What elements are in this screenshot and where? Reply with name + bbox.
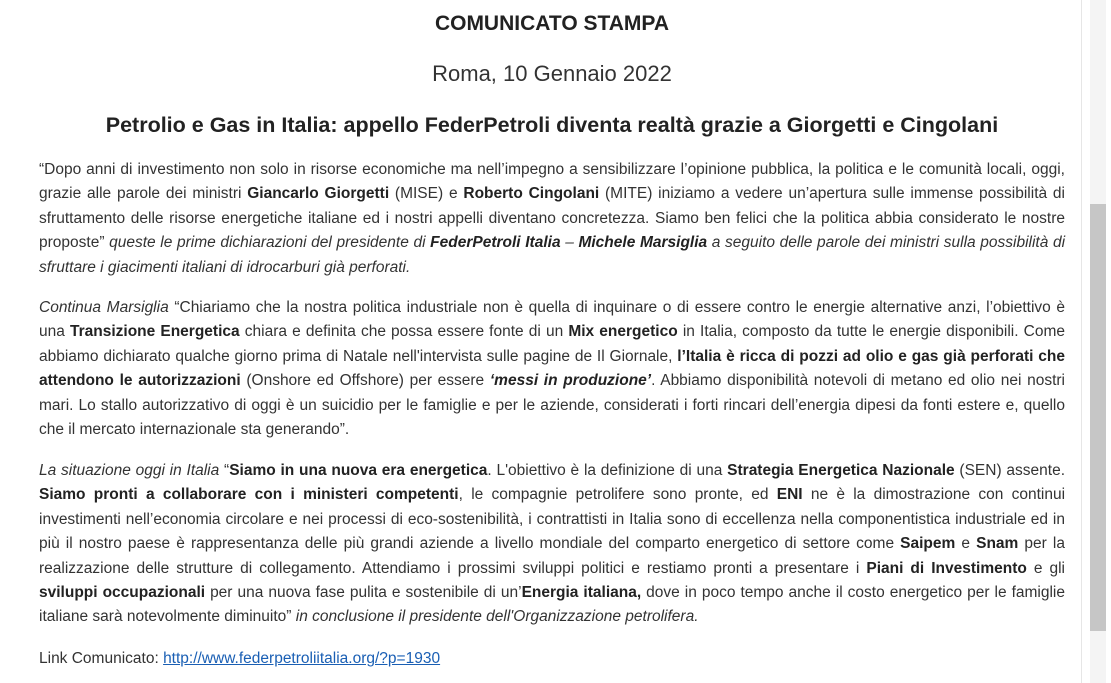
bold-term: ‘messi in produzione’ xyxy=(489,372,652,390)
lead-in: La situazione oggi in Italia xyxy=(39,462,220,479)
text: e gli xyxy=(1026,559,1065,577)
text: dove in poco tempo anche il costo energetico per le famiglie italiane sarà notevolmente diminuito” xyxy=(39,584,1065,626)
text: (Onshore ed Offshore) per essere xyxy=(240,372,490,390)
text: “Chiariamo che la nostra politica industriale non è quella di inquinare o di essere contro le energie alternative anzi, l’obiettivo è una xyxy=(39,299,1066,341)
attribution: queste le prime dichiarazioni del presidente di xyxy=(104,234,431,252)
text: chiara e definita che possa essere fonte di un xyxy=(239,323,569,341)
press-release-link[interactable]: http://www.federpetroliitalia.org/?p=1930 xyxy=(163,650,441,667)
lead-in: Continua Marsiglia xyxy=(39,299,169,316)
text: per una nuova fase pulita e sostenibile di un’ xyxy=(205,584,522,602)
text: ne è la dimostrazione con continui investimenti nell’economia circolare e nei processi di eco-sostenibilità, i contrattisti in Italia sono di eccellenza nella componentistica industriale ed in più il nostro paese è rappresentanza delle più grandi aziende a livello mondiale del comparto energetico di settore come xyxy=(39,486,1066,553)
text: “Dopo anni di investimento non solo in risorse economiche ma nell’impegno a sensibilizzare l’opinione pubblica, la politica e le comunità locali, oggi, grazie alle parole dei ministri xyxy=(39,161,1065,203)
text: e xyxy=(955,535,977,553)
headline: Petrolio e Gas in Italia: appello FederPetroli diventa realtà grazie a Giorgetti e Cingolani xyxy=(105,113,999,137)
president-name: Michele Marsiglia xyxy=(578,234,708,252)
link-line xyxy=(39,647,440,671)
bold-term: Piani di Investimento xyxy=(866,559,1027,577)
text: . L'obiettivo è la definizione di una xyxy=(487,462,728,479)
text: per la realizzazione delle strutture di collegamento. Attendiamo i prossimi sviluppi politici e restiamo pronti a presentare i xyxy=(39,535,1065,577)
closing-attribution: in conclusione il presidente dell'Organizzazione petrolifera. xyxy=(291,608,699,626)
bold-term: l’Italia è ricca di pozzi ad olio e gas già perforati che attendono le autorizzazioni xyxy=(39,347,1065,390)
bold-term: Strategia Energetica Nazionale xyxy=(727,462,955,479)
text: (MISE) e xyxy=(389,185,464,203)
text: . Abbiamo disponibilità notevoli di metano ed olio nei nostri mari. Lo stallo autorizzativo di oggi è un suicidio per le famiglie e per le aziende, considerati i forti rincari dell’energia dipesi da fonti estere e, quello che il mercato internazionale sta generando”. xyxy=(39,372,1065,439)
text: (SEN) assente. xyxy=(954,462,1065,479)
bold-term: Transizione Energetica xyxy=(69,323,240,341)
name-giorgetti: Giancarlo Giorgetti xyxy=(247,185,390,203)
scrollbar-thumb[interactable] xyxy=(1090,204,1106,631)
link-label: Link Comunicato: xyxy=(39,650,164,667)
paragraph-intro xyxy=(39,158,1065,280)
attribution: – xyxy=(560,234,579,252)
text: in Italia, composto da tutte le energie disponibili. Come abbiamo dichiarato qualche giorno prima di Natale nell'intervista sulle pagine de Il Giornale, xyxy=(39,323,1066,365)
paragraph-situazione xyxy=(39,459,1065,630)
bold-term: Siamo pronti a collaborare con i ministeri competenti xyxy=(39,486,459,504)
page-edge-divider xyxy=(1081,0,1082,683)
bold-term: Snam xyxy=(976,535,1019,553)
org-name: FederPetroli Italia xyxy=(430,234,561,252)
text: , le compagnie petrolifere sono pronte, ed xyxy=(458,486,777,504)
text: “ xyxy=(219,462,230,479)
bold-term: Saipem xyxy=(900,535,956,553)
text: (MITE) iniziamo a vedere un’apertura sulle immense possibilità di sfruttamento delle risorse energetiche italiane ed i nostri appelli diventano concretezza. Siamo ben felici che la politica abbia considerato le nostre proposte” xyxy=(39,185,1065,252)
paragraph-continua xyxy=(39,296,1065,442)
bold-term: Mix energetico xyxy=(568,323,678,341)
document-title: COMUNICATO STAMPA xyxy=(434,12,670,35)
bold-term: Energia italiana, xyxy=(521,584,642,602)
bold-term: sviluppi occupazionali xyxy=(39,584,206,602)
name-cingolani: Roberto Cingolani xyxy=(463,185,600,203)
bold-term: ENI xyxy=(776,486,803,504)
attribution: a seguito delle parole dei ministri sulla possibilità di sfruttare i giacimenti italiani di idrocarburi già perforati. xyxy=(39,234,1066,276)
bold-term: Siamo in una nuova era energetica xyxy=(229,462,488,479)
document-date: Roma, 10 Gennaio 2022 xyxy=(432,61,672,86)
